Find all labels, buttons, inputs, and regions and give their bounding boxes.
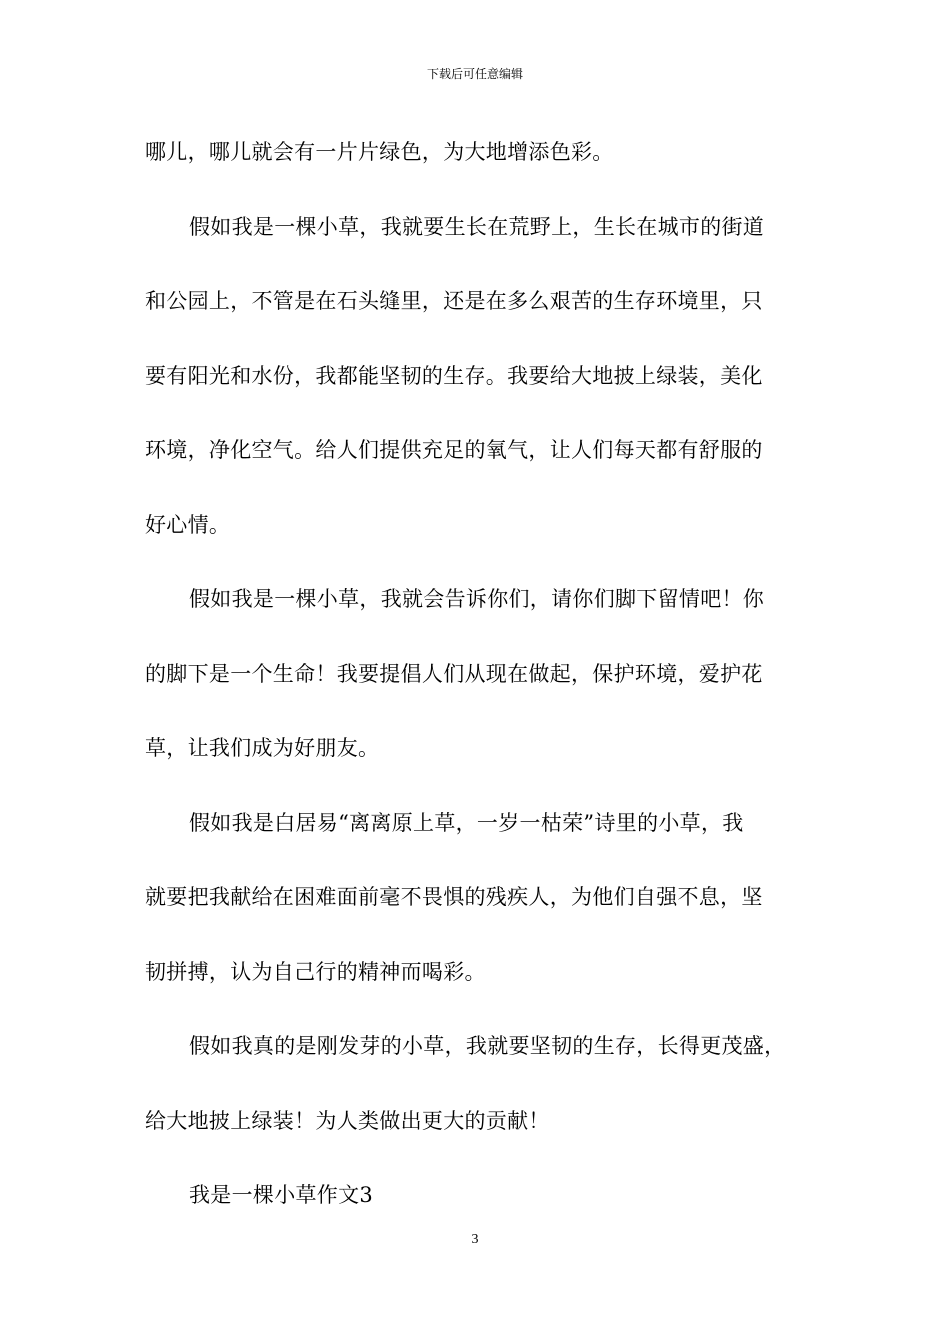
document-body — [145, 132, 825, 1250]
paragraph-first-line: 假如我是白居易“离离原上草，一岁一枯荣”诗里的小草，我 — [189, 810, 744, 835]
text-line: 环境，净化空气。给人们提供充足的氧气，让人们每天都有舒服的 — [145, 438, 763, 462]
text-line: 要有阳光和水份，我都能坚韧的生存。我要给大地披上绿装，美化 — [145, 363, 763, 388]
text-line: 韧拼搏，认为自己行的精神而喝彩。 — [145, 959, 486, 984]
page-header: 下载后可任意编辑 — [426, 67, 523, 81]
paragraph-first-line: 假如我是一棵小草，我就会告诉你们，请你们脚下留情吧！你 — [189, 587, 765, 611]
section-heading: 我是一棵小草作文3 — [189, 1183, 374, 1207]
page-number: 3 — [471, 1232, 479, 1247]
paragraph-first-line: 假如我真的是刚发芽的小草，我就要坚韧的生存，长得更茂盛， — [189, 1034, 786, 1058]
text-line: 就要把我献给在困难面前毫不畏惧的残疾人，为他们自强不息，坚 — [145, 885, 763, 909]
text-line: 和公园上，不管是在石头缝里，还是在多么艰苦的生存环境里，只 — [145, 289, 763, 313]
text-line: 哪儿，哪儿就会有一片片绿色，为大地增添色彩。 — [145, 140, 614, 164]
text-line: 的脚下是一个生命！我要提倡人们从现在做起，保护环境，爱护花 — [145, 661, 763, 686]
paragraph-first-line: 假如我是一棵小草，我就要生长在荒野上，生长在城市的街道 — [189, 214, 765, 239]
text-line: 草，让我们成为好朋友。 — [145, 736, 380, 760]
text-line: 给大地披上绿装！为人类做出更大的贡献！ — [145, 1108, 550, 1133]
text-line: 好心情。 — [145, 512, 231, 537]
